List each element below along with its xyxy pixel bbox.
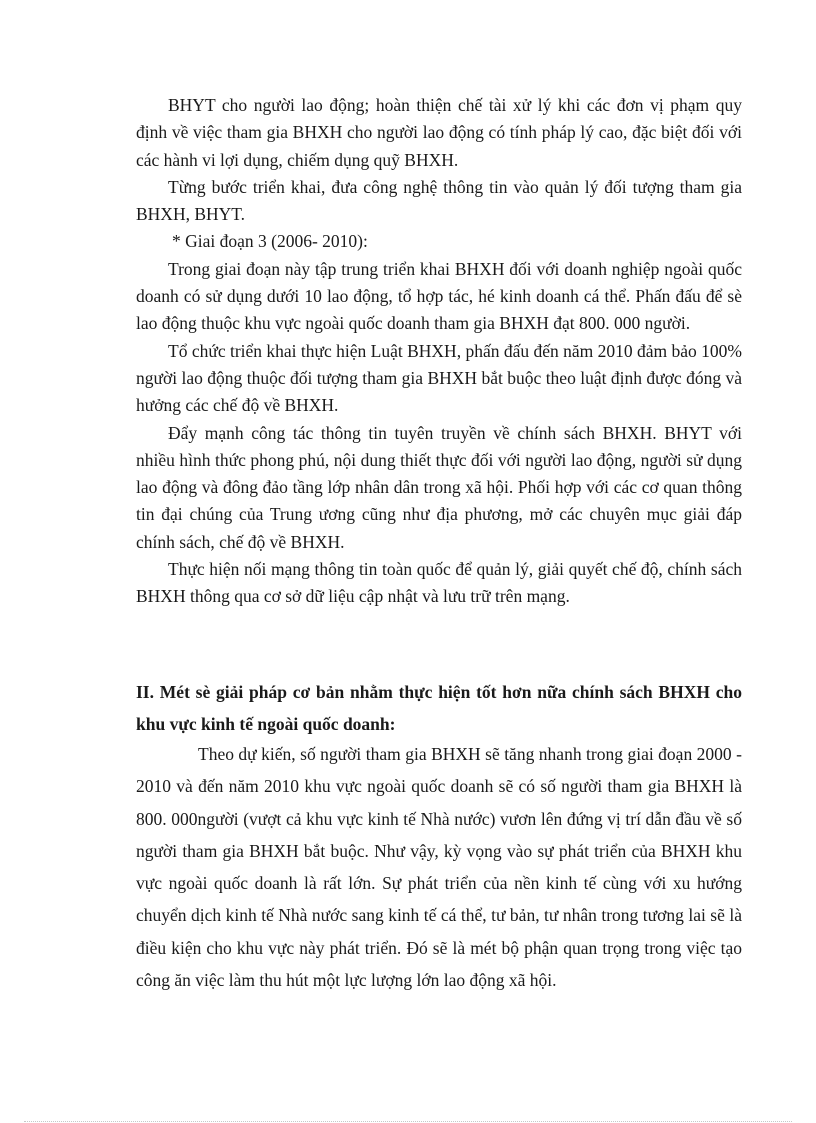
paragraph-communication: Đẩy mạnh công tác thông tin tuyên truyền về chính sách BHXH. BHYT với nhiều hình thức phong phú, nội dung thiết thực đối với người lao động, người sử dụng lao động và đông đảo tầng lớp nhân dân trong xã hội. Phối hợp với các cơ quan thông tin đại chúng của Trung ương cũng như địa phương, mở các chuyên mục giải đáp chính sách, chế độ về BHXH. <box>136 422 742 552</box>
section-heading-ii: II. Mét sè giải pháp cơ bản nhằm thực hiện tốt hơn nữa chính sách BHXH cho khu vực kinh tế ngoài quốc doanh: <box>136 682 742 734</box>
paragraph-phase-3-focus: Trong giai đoạn này tập trung triển khai BHXH đối với doanh nghiệp ngoài quốc doanh có sử dụng dưới 10 lao động, tổ hợp tác, hé kinh doanh cá thể. Phấn đấu để sè lao động thuộc khu vực ngoài quốc doanh tham gia BHXH đạt 800. 000 người. <box>136 258 742 334</box>
paragraph-law-implementation: Tổ chức triển khai thực hiện Luật BHXH, phấn đấu đến năm 2010 đảm bảo 100% người lao động thuộc đối tượng tham gia BHXH bắt buộc theo luật định được đóng và hưởng các chế độ về BHXH. <box>136 340 742 416</box>
phase-3-label: * Giai đoạn 3 (2006- 2010): <box>172 231 368 252</box>
paragraph-network: Thực hiện nối mạng thông tin toàn quốc để quản lý, giải quyết chế độ, chính sách BHXH thông qua cơ sở dữ liệu cập nhật và lưu trữ trên mạng. <box>136 559 742 607</box>
paragraph-forecast: Theo dự kiến, số người tham gia BHXH sẽ tăng nhanh trong giai đoạn 2000 - 2010 và đến năm 2010 khu vực ngoài quốc doanh sẽ có số người tham gia BHXH là 800. 000người (vượt cả khu vực kinh tế Nhà nước) vươn lên đứng vị trí dẫn đầu về số người tham gia BHXH bắt buộc. Như vậy, kỳ vọng vào sự phát triển của BHXH khu vực ngoài quốc doanh là rất lớn. Sự phát triển của nền kinh tế cùng với xu hướng chuyển dịch kinh tế Nhà nước sang kinh tế cá thể, tư bản, tư nhân trong tương lai sẽ là điều kiện cho khu vực này phát triển. Đó sẽ là mét bộ phận quan trọng trong việc tạo công ăn việc làm thu hút một lực lượng lớn lao động xã hội. <box>136 744 742 991</box>
paragraph-legal-sanctions: BHYT cho người lao động; hoàn thiện chế tài xử lý khi các đơn vị phạm quy định về việc tham gia BHXH cho người lao động có tính pháp lý cao, đặc biệt đối với các hành vi lợi dụng, chiếm dụng quỹ BHXH. <box>136 95 742 170</box>
section-phase-continuation <box>136 92 742 611</box>
page-bottom-border <box>24 1121 792 1122</box>
paragraph-it-management: Từng bước triển khai, đưa công nghệ thông tin vào quản lý đối tượng tham gia BHXH, BHYT. <box>136 176 742 225</box>
